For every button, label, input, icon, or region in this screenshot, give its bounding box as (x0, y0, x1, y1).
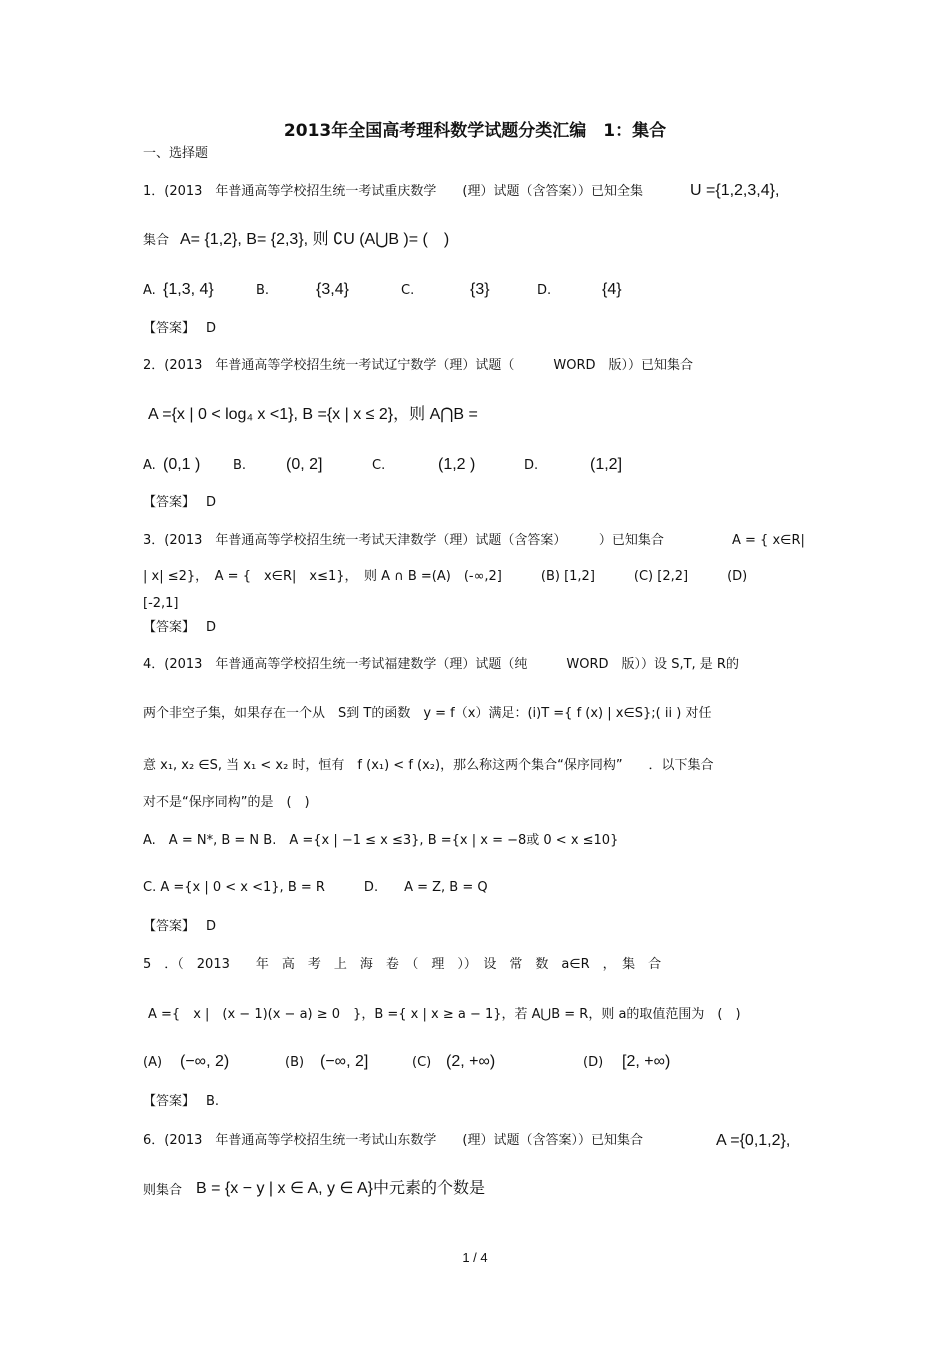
q4-options-cd: C. A ={x | 0 < x <1}, B = R D. A = Z, B = Q (143, 880, 488, 895)
q1-option-a-label: A. (143, 283, 156, 298)
q5-answer-label: 【答案】 (143, 1094, 196, 1109)
q5-option-b: (−∞, 2] (320, 1053, 369, 1070)
q5-answer: B. (206, 1094, 220, 1109)
q6-set-a: A ={0,1,2}, (716, 1132, 791, 1149)
q1-line2-prefix: 集合 (143, 233, 170, 248)
q5-option-b-label: (B) (285, 1055, 305, 1070)
q3-stem: 3．(2013 年普通高等学校招生统一考试天津数学（理）试题（含答案） ）已知集合 (143, 533, 664, 548)
q4-stem: 4．(2013 年普通高等学校招生统一考试福建数学（理）试题（纯 WORD 版））设 S,T, 是 R的 (143, 657, 739, 672)
q2-option-c-label: C. (372, 458, 386, 473)
q5-option-a: (−∞, 2) (180, 1053, 230, 1070)
document-title: 2013年全国高考理科数学试题分类汇编 1：集合 (283, 121, 667, 141)
q4-line2: 两个非空子集，如果存在一个从 S到 T的函数 y = f（x）满足：(i)T ={ f (x) | x∈S};( ii ) 对任 (143, 706, 712, 721)
q2-option-a: (0,1 ) (163, 456, 201, 473)
q3-set-a-start: A = { x∈R| (732, 533, 805, 548)
section-heading: 一、选择题 (143, 146, 209, 161)
q6-stem: 6．(2013 年普通高等学校招生统一考试山东数学 (理）试题（含答案））已知集合 (143, 1133, 643, 1148)
q4-options-ab: A. A = N*, B = N B. A ={x | −1 ≤ x ≤3}, B ={x | x = −8或 0 < x ≤10} (143, 833, 619, 848)
q1-answer: D (206, 321, 217, 336)
q4-answer-label: 【答案】 (143, 919, 196, 934)
q1-option-d: {4} (602, 281, 622, 298)
q5-option-d: [2, +∞) (622, 1053, 671, 1070)
q3-answer: D (206, 620, 217, 635)
q2-option-b: (0, 2] (286, 456, 323, 473)
q1-option-c-label: C. (401, 283, 415, 298)
q5-option-d-label: (D) (583, 1055, 604, 1070)
q2-option-c: (1,2 ) (438, 456, 476, 473)
q2-stem: 2．(2013 年普通高等学校招生统一考试辽宁数学（理）试题（ WORD 版））已知集合 (143, 358, 694, 373)
q1-sets: A= {1,2}, B= {2,3}, 则 ∁U (A⋃B )= ( ) (180, 231, 450, 248)
q1-option-a: {1,3, 4} (163, 281, 214, 298)
q2-option-d: (1,2] (590, 456, 623, 473)
q2-option-b-label: B. (233, 458, 247, 473)
q4-line4: 对不是“保序同构”的是 ( ) (143, 795, 310, 810)
q1-option-b-label: B. (256, 283, 270, 298)
q1-option-d-label: D. (537, 283, 552, 298)
q6-line2-prefix: 则集合 (143, 1183, 183, 1198)
q3-line3: [-2,1] (143, 596, 179, 611)
q5-formula: A ={ x | (x − 1)(x − a) ≥ 0 }，B ={ x | x ≥ a − 1}，若 A⋃B = R，则 a的取值范围为 ( ) (148, 1007, 741, 1022)
q1-option-c: {3} (470, 281, 490, 298)
q1-universe: U ={1,2,3,4}, (690, 182, 780, 199)
q3-line2: | x| ≤2}， A = { x∈R| x≤1}， 则 A ∩ B =(A) (-∞,2] (B) [1,2] (C) [2,2] (D) (143, 569, 748, 584)
q2-option-d-label: D. (524, 458, 539, 473)
q4-answer: D (206, 919, 217, 934)
q5-option-a-label: (A) (143, 1055, 163, 1070)
q4-line3: 意 x₁, x₂ ∈S, 当 x₁ < x₂ 时，恒有 f (x₁) < f (x₂)，那么称这两个集合“保序同构” ．以下集合 (143, 758, 714, 773)
q6-formula: B = {x − y | x ∈ A, y ∈ A}中元素的个数是 (196, 1180, 486, 1197)
q1-answer-label: 【答案】 (143, 321, 196, 336)
page-number: 1 / 4 (462, 1250, 488, 1265)
q5-stem: 5 ．（ 2013 年 高 考 上 海 卷 （ 理 ）） 设 常 数 a∈R ， 集 合 (143, 957, 662, 972)
q2-answer-label: 【答案】 (143, 495, 196, 510)
q1-option-b: {3,4} (316, 281, 349, 298)
q5-option-c-label: (C) (412, 1055, 432, 1070)
q3-answer-label: 【答案】 (143, 620, 196, 635)
q2-answer: D (206, 495, 217, 510)
q5-option-c: (2, +∞) (446, 1053, 496, 1070)
q2-formula: A ={x | 0 < log₄ x <1}, B ={x | x ≤ 2}，则 A⋂B = (148, 406, 478, 423)
q2-option-a-label: A. (143, 458, 156, 473)
q1-stem: 1．(2013 年普通高等学校招生统一考试重庆数学 (理）试题（含答案））已知全集 (143, 184, 643, 199)
